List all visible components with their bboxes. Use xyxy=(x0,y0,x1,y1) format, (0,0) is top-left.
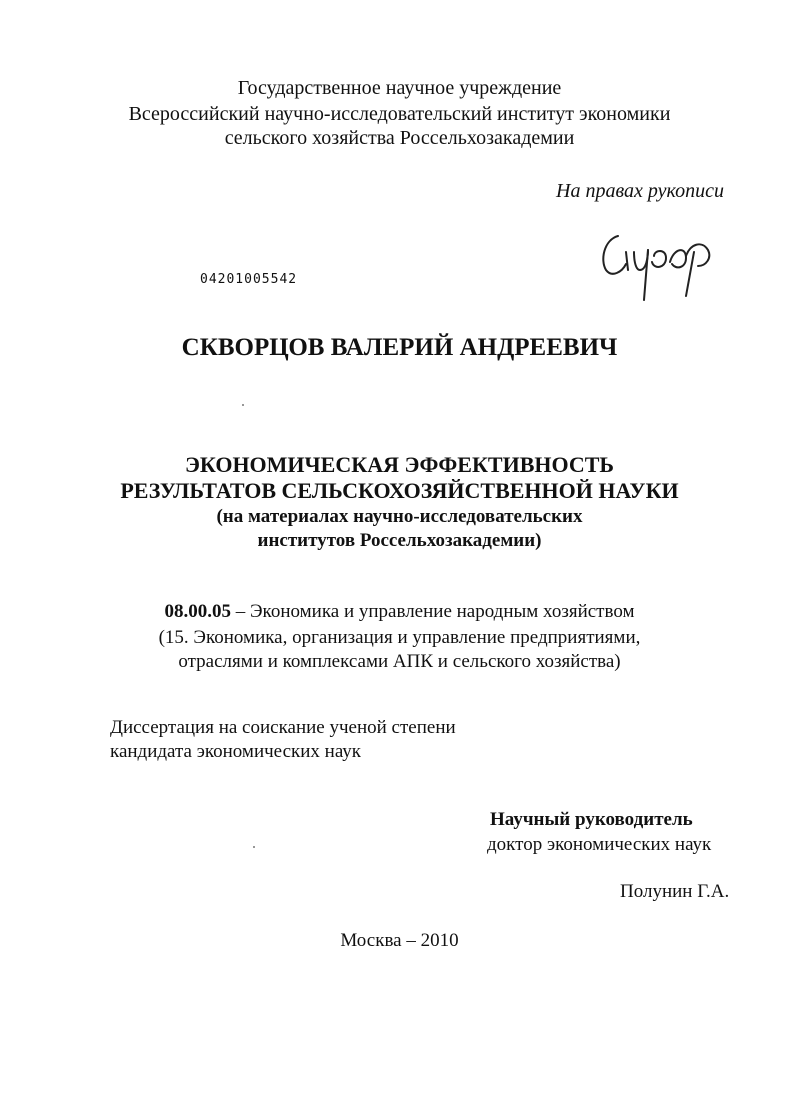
specialty-line-2: (15. Экономика, организация и управление предприятиями, xyxy=(158,627,641,648)
scan-speck xyxy=(242,404,244,406)
specialty-name: – Экономика и управление народным хозяйством xyxy=(231,601,635,622)
rights-note: На правах рукописи xyxy=(556,180,724,202)
institution-line-3: сельского хозяйства Россельхозакадемии xyxy=(224,127,575,149)
supervisor-label: Научный руководитель xyxy=(490,809,693,830)
city-year: Москва – 2010 xyxy=(340,930,459,951)
title-line-1: ЭКОНОМИЧЕСКАЯ ЭФФЕКТИВНОСТЬ xyxy=(185,452,614,477)
specialty-line-1 xyxy=(0,600,799,624)
institution-line-1: Государственное научное учреждение xyxy=(237,77,562,99)
author-name: СКВОРЦОВ ВАЛЕРИЙ АНДРЕЕВИЧ xyxy=(181,334,618,361)
degree-line-1: Диссертация на соискание ученой степени xyxy=(110,717,456,738)
handwritten-signature xyxy=(590,222,730,312)
supervisor-degree: доктор экономических наук xyxy=(487,834,712,855)
institution-line-2: Всероссийский научно-исследовательский институт экономики xyxy=(128,103,671,125)
specialty-code: 08.00.05 xyxy=(164,601,232,622)
supervisor-name: Полунин Г.А. xyxy=(620,881,730,902)
degree-line-2: кандидата экономических наук xyxy=(110,741,362,762)
scan-speck xyxy=(253,846,255,848)
subtitle-line-2: институтов Россельхозакадемии) xyxy=(257,530,542,551)
specialty-line-3: отраслями и комплексами АПК и сельского хозяйства) xyxy=(178,651,621,672)
stamp-number: 04201005542 xyxy=(200,272,298,287)
subtitle-line-1: (на материалах научно-исследовательских xyxy=(216,506,583,527)
title-line-2: РЕЗУЛЬТАТОВ СЕЛЬСКОХОЗЯЙСТВЕННОЙ НАУКИ xyxy=(120,478,679,503)
